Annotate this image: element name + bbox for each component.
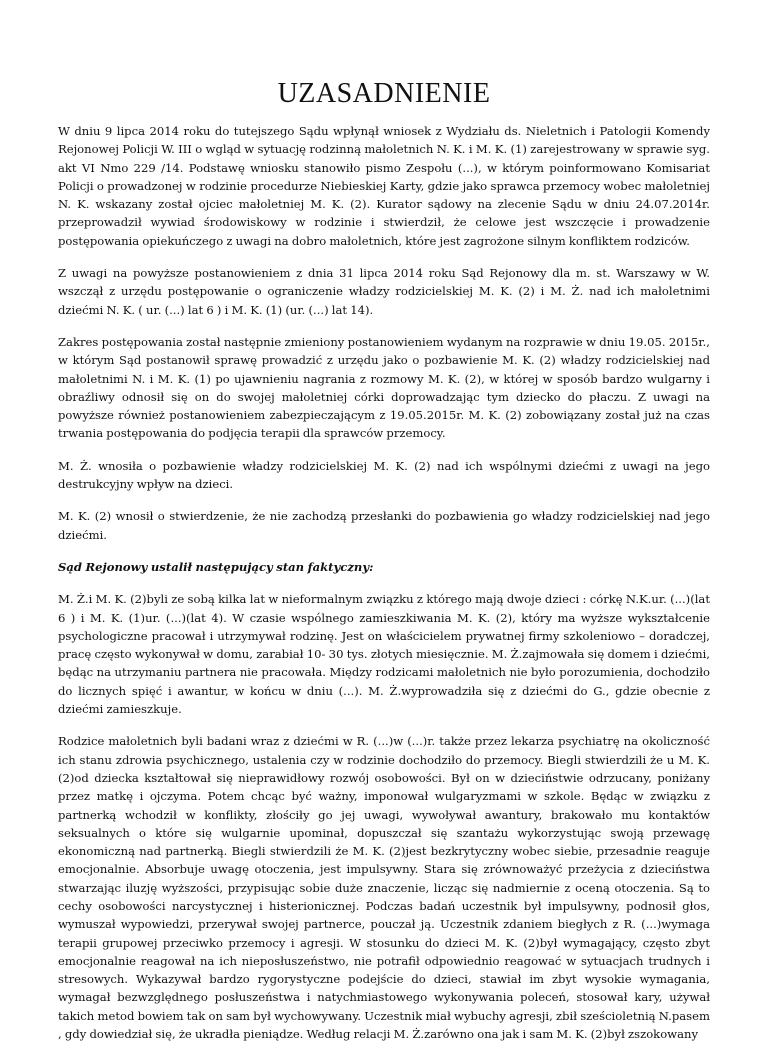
paragraph-3: Zakres postępowania został następnie zmieniony postanowieniem wydanym na rozprawie w dniu 19.05. 2015r., w którym Sąd postanowił sprawę prowadzić z urzędu jako o pozbawienie M. K. (2) władzy rodzicielskiej nad małoletnimi N. i M. K. (1) po ujawnieniu nagrania z rozmowy M. K. (2), w której w sposób bardzo wulgarny i obraźliwy odnosił się on do swojej małoletniej córki doprowadzając tym dziecko do płaczu. Z uwagi na powyższe również postanowieniem zabezpieczającym z 19.05.2015r. M. K. (2) zobowiązany został już na czas trwania postępowania do podjęcia terapii dla sprawców przemocy. [58,334,710,441]
facts-paragraph-1: M. Ż.i M. K. (2)byli ze sobą kilka lat w nieformalnym związku z którego mają dwoje dzieci : córkę N.K.ur. (...)(lat 6 ) i M. K. (1)ur. (...)(lat 4). W czasie wspólnego zamieszkiwania M. K. (2), który ma wyższe wykształcenie psychologiczne pracował i utrzymywał rodzinę. Jest on właścicielem prywatnej firmy szkoleniowo – doradczej, pracę często wykonywał w domu, zarabiał 10- 30 tys. złotych miesięcznie. M. Ż.zajmowała się domem i dziećmi, będąc na utrzymaniu partnera nie pracowała. Między rodzicami małoletnich nie było porozumienia, dochodziło do licznych spięć i awantur, w końcu w dniu (...). M. Ż.wyprowadziła się z dziećmi do G., gdzie obecnie z dziećmi zamieszkuje. [58,592,710,717]
facts-paragraph-2: Rodzice małoletnich byli badani wraz z dziećmi w R. (...)w (...)r. także przez lekarza psychiatrę na okoliczność ich stanu zdrowia psychicznego, ustalenia czy w rodzinie dochodziło do przemocy. Biegli stwierdzili że u M. K. (2)od dziecka kształtował się nieprawidłowy rozwój osobowości. Był on w dzieciństwie odrzucany, poniżany przez matkę i ojczyma. Potem chcąc być ważny, imponował wulgaryzmami w szkole. Będąc w związku z partnerką wchodził w konflikty, złościły go jej uwagi, wywoływał awantury, brakowało mu kontaktów seksualnych o które się wulgarnie upominał, dopuszczał się szantażu wykorzystując swoją przewagę ekonomiczną nad partnerką. Biegli stwierdzili że M. K. (2)jest bezkrytyczny wobec siebie, przesadnie reaguje emocjonalnie. Absorbuje uwagę otoczenia, jest impulsywny. Stara się zrównoważyć przeżycia z dzieciństwa stwarzając iluzję wyższości, przypisując sobie duże znaczenie, licząc się nadmiernie z oceną otoczenia. Są to cechy osobowości narcystycznej i histerionicznej. Podczas badań uczestnik był impulsywny, podnosił głos, wymuszał wypowiedzi, przerywał swojej partnerce, pouczał ją. Uczestnik zdaniem biegłych z R. (...)wymaga terapii grupowej przeciwko przemocy i agresji. W stosunku do dzieci M. K. (2)był wymagający, często zbyt emocjonalnie reagował na ich nieposłuszeństwo, nie potrafił odpowiednio reagować w sytuacjach trudnych i stresowych. Wykazywał bardzo rygorystyczne podejście do dzieci, stawiał im zbyt wysokie wymagania, wymagał bezwzględnego posłuszeństwa i natychmiastowego wykonywania poleceń, stosował kary, używał takich metod bowiem tak on sam był wychowywany. Uczestnik miał wybuchy agresji, zbił sześcioletnią N.pasem , gdy dowiedział się, że ukradła pieniądze. Według relacji M. Ż.zarówno ona jak i sam M. K. (2)był zszokowany [58,734,710,1042]
document-title: UZASADNIENIE [277,78,491,109]
paragraph-4: M. Ż. wnosiła o pozbawienie władzy rodzicielskiej M. K. (2) nad ich wspólnymi dziećmi z uwagi na jego destrukcyjny wpływ na dzieci. [58,458,710,492]
paragraph-2: Z uwagi na powyższe postanowieniem z dnia 31 lipca 2014 roku Sąd Rejonowy dla m. st. Warszawy w W. wszczął z urzędu postępowanie o ograniczenie władzy rodzicielskiej M. K. (2) i M. Ż. nad ich małoletnimi dziećmi N. K. ( ur. (...) lat 6 ) i M. K. (1) (ur. (...) lat 14). [58,266,710,317]
section-heading: Sąd Rejonowy ustalił następujący stan faktyczny: [58,559,374,574]
paragraph-5: M. K. (2) wnosił o stwierdzenie, że nie zachodzą przesłanki do pozbawienia go władzy rodzicielskiej nad jego dziećmi. [58,509,710,542]
paragraph-1: W dniu 9 lipca 2014 roku do tutejszego Sądu wpłynął wniosek z Wydziału ds. Nieletnich i Patologii Komendy Rejonowej Policji W. III o wgląd w sytuację rodzinną małoletnich N. K. i M. K. (1) zarejestrowany w sprawie syg. akt VI Nmo 229 /14. Podstawę wniosku stanowiło pismo Zespołu (...), w którym poinformowano Komisariat Policji o prowadzonej w rodzinie procedurze Niebieskiej Karty, gdzie jako sprawca przemocy wobec małoletniej N. K. wskazany został ojciec małoletniej M. K. (2). Kurator sądowy na zlecenie Sądu w dniu 24.07.2014r. przeprowadził wywiad środowiskowy w rodzinie i stwierdził, że celowe jest wszczęcie i prowadzenie postępowania opiekuńczego z uwagi na dobro małoletnich, które jest zagrożone silnym konfliktem rodziców. [58,124,710,248]
